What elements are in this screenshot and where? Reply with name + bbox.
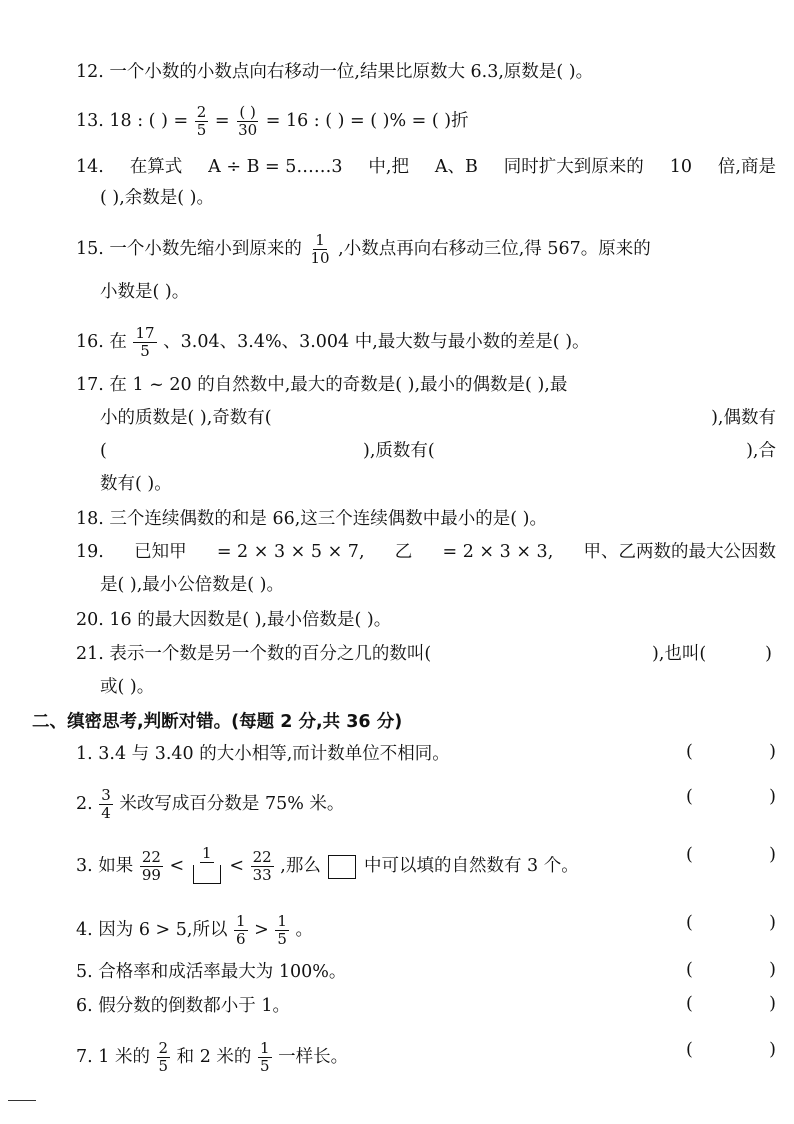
judge-answer-4[interactable]: ( ) xyxy=(686,913,776,933)
fraction-22-99: $\frac{22}{99}$ xyxy=(141,848,161,884)
question-13-pre: 13. 18 : ( ) = xyxy=(76,111,189,131)
fraction-2-5: $\frac{2}{5}$ xyxy=(196,103,207,139)
fraction-1-6: $\frac{1}{6}$ xyxy=(236,912,246,948)
fraction-1-5: $\frac{1}{5}$ xyxy=(277,912,287,948)
fraction-blank-30: $\frac{( )}{30}$ xyxy=(238,103,258,139)
question-18: 18. 三个连续偶数的和是 66,这三个连续偶数中最小的是( )。 xyxy=(76,509,548,529)
question-19-line1: 19. 已知甲 = 2 × 3 × 5 × 7, 乙 = 2 × 3 × 3, 甲、乙两数的最大公因数 xyxy=(76,542,776,562)
question-14-line1: 14. 在算式 A ÷ B = 5……3 中,把 A、B 同时扩大到原来的 10 倍,商是 xyxy=(76,157,776,177)
judge-item-2: 2. $\frac{3}{4}$ 米改写成百分数是 75% 米。 xyxy=(76,786,345,822)
judge-answer-1[interactable]: ( ) xyxy=(686,742,776,762)
question-17-line1: 17. 在 1 ~ 20 的自然数中,最大的奇数是( ),最小的偶数是( ),最 xyxy=(76,375,568,395)
question-12-text: 12. 一个小数的小数点向右移动一位,结果比原数大 6.3,原数是( )。 xyxy=(76,62,594,82)
question-15-line2: 小数是( )。 xyxy=(100,282,190,302)
fraction-3-4: $\frac{3}{4}$ xyxy=(101,786,111,822)
judge-answer-6[interactable]: ( ) xyxy=(686,994,776,1014)
fraction-22-33: $\frac{22}{33}$ xyxy=(252,848,272,884)
fraction-1-5-b: $\frac{1}{5}$ xyxy=(260,1039,270,1075)
question-17-line2: 小的质数是( ),奇数有( ),偶数有 xyxy=(100,408,776,428)
judge-item-6: 6. 假分数的倒数都小于 1。 xyxy=(76,996,290,1016)
fraction-2-5: $\frac{2}{5}$ xyxy=(158,1039,169,1075)
question-16: 16. 在 $\frac{17}{5}$ 、3.04、3.4%、3.004 中,最大数与最小数的差是( )。 xyxy=(76,324,590,360)
blank-box-denominator xyxy=(193,865,221,884)
judge-answer-7[interactable]: ( ) xyxy=(686,1040,776,1060)
judge-item-1: 1. 3.4 与 3.40 的大小相等,而计数单位不相同。 xyxy=(76,744,450,764)
fraction-1-blank: 1 xyxy=(191,845,223,888)
fraction-1-10: $\frac{1}{10}$ xyxy=(310,231,330,267)
judge-item-3: 3. 如果 $\frac{22}{99}$ < 1 < $\frac{22}{33}$ ,那么 中可以填的自然数有 3 个。 xyxy=(76,845,776,888)
blank-box xyxy=(328,855,356,879)
question-13-post: = 16 : ( ) = ( )% = ( )折 xyxy=(265,111,469,131)
section-2-heading: 二、缜密思考,判断对错。(每题 2 分,共 36 分) xyxy=(32,712,403,732)
judge-item-5: 5. 合格率和成活率最大为 100%。 xyxy=(76,962,347,982)
judge-answer-2[interactable]: ( ) xyxy=(686,787,776,807)
judge-item-7: 7. 1 米的 $\frac{2}{5}$ 和 2 米的 $\frac{1}{5}$ 一样长。 xyxy=(76,1039,349,1075)
question-17-line4: 数有( )。 xyxy=(100,474,172,494)
question-20: 20. 16 的最大因数是( ),最小倍数是( )。 xyxy=(76,610,392,630)
question-21-line1: 21. 表示一个数是另一个数的百分之几的数叫( ),也叫( ) xyxy=(76,644,772,664)
question-17-line3: ( ),质数有( ),合 xyxy=(100,441,776,461)
judge-item-4: 4. 因为 6 > 5,所以 $\frac{1}{6}$ > $\frac{1}{5}$ 。 xyxy=(76,912,314,948)
question-21-line2: 或( )。 xyxy=(100,677,155,697)
footer-rule xyxy=(8,1100,36,1101)
fraction-17-5: $\frac{17}{5}$ xyxy=(135,324,155,360)
question-14-line2: ( ),余数是( )。 xyxy=(100,188,214,208)
judge-answer-3[interactable]: ( ) xyxy=(686,845,776,865)
judge-answer-5[interactable]: ( ) xyxy=(686,960,776,980)
question-12 xyxy=(76,60,776,84)
question-19-line2: 是( ),最小公倍数是( )。 xyxy=(100,575,284,595)
question-15-line1: 15. 一个小数先缩小到原来的 $\frac{1}{10}$ ,小数点再向右移动三位,得 567。原来的 xyxy=(76,231,651,267)
question-13: 13. 18 : ( ) = $\frac{2}{5}$ = $\frac{( )}{30}$ = 16 : ( ) = ( )% = ( )折 xyxy=(76,103,469,139)
